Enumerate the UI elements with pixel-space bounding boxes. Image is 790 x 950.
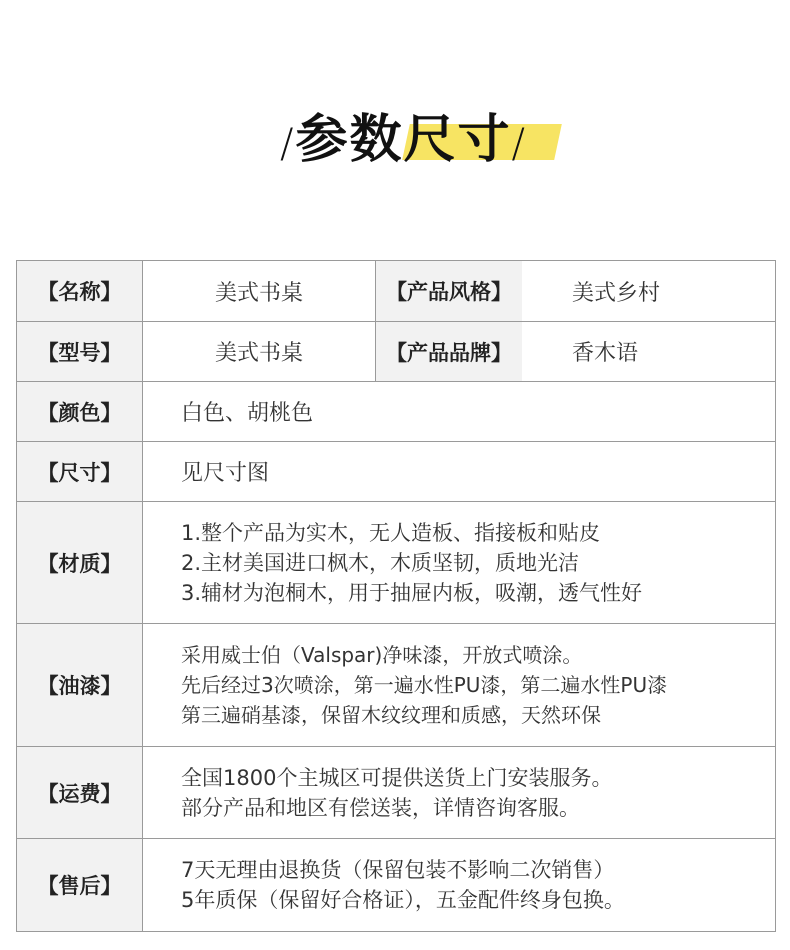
row-value [143,624,775,746]
title-prefix: / [280,121,296,167]
text-line: 1.整个产品为实木，无人造板、指接板和贴皮 [181,520,601,545]
row-label: 【售后】 [17,839,143,931]
table-row-name [17,261,775,322]
row-label: 【尺寸】 [17,442,143,501]
row-label: 【颜色】 [17,382,143,441]
row-value-secondary: 美式乡村 [572,280,661,306]
text-line: 先后经过3次喷涂，第一遍水性PU漆，第二遍水性PU漆 [181,673,668,697]
text-line: 采用威士伯（Valspar)净味漆，开放式喷涂。 [181,643,583,667]
row-label: 【型号】 [17,322,143,381]
row-value [143,502,775,623]
page-title [280,100,527,180]
row-value: 白色、胡桃色 [181,401,314,426]
text-line: 7天无理由退换货（保留包装不影响二次销售） [181,858,615,882]
table-row-paint [17,624,775,747]
row-value: 美式书桌 [143,261,376,321]
row-value: 美式书桌 [143,322,376,381]
row-value-secondary: 香木语 [572,341,639,366]
text-line: 2.主材美国进口枫木，木质坚韧，质地光洁 [181,550,580,575]
table-row-model [17,322,775,382]
row-label: 【油漆】 [17,624,143,746]
text-line: 5年质保（保留好合格证），五金配件终身包换。 [181,888,625,912]
text-line: 部分产品和地区有偿送装，详情咨询客服。 [181,795,580,820]
row-label: 【名称】 [17,261,143,321]
text-line: 3.辅材为泡桐木，用于抽屉内板，吸潮，透气性好 [181,580,643,605]
table-row-material [17,502,775,624]
table-row-color [17,382,775,442]
title-suffix: / [511,121,527,167]
table-row-aftersale [17,839,775,931]
spec-table [16,260,776,932]
text-line: 第三遍硝基漆，保留木纹纹理和质感，天然环保 [181,703,601,727]
row-value [143,839,775,931]
row-label: 【运费】 [17,747,143,838]
row-value [143,747,775,838]
row-value: 见尺寸图 [181,461,270,486]
text-line: 全国1800个主城区可提供送货上门安装服务。 [181,765,613,790]
row-label-secondary: 【产品风格】 [376,261,522,321]
row-label-secondary: 【产品品牌】 [376,322,522,381]
table-row-size [17,442,775,502]
title-section [0,100,790,180]
table-row-shipping [17,747,775,839]
row-label: 【材质】 [17,502,143,623]
title-text: 参数尺寸 [295,110,512,170]
